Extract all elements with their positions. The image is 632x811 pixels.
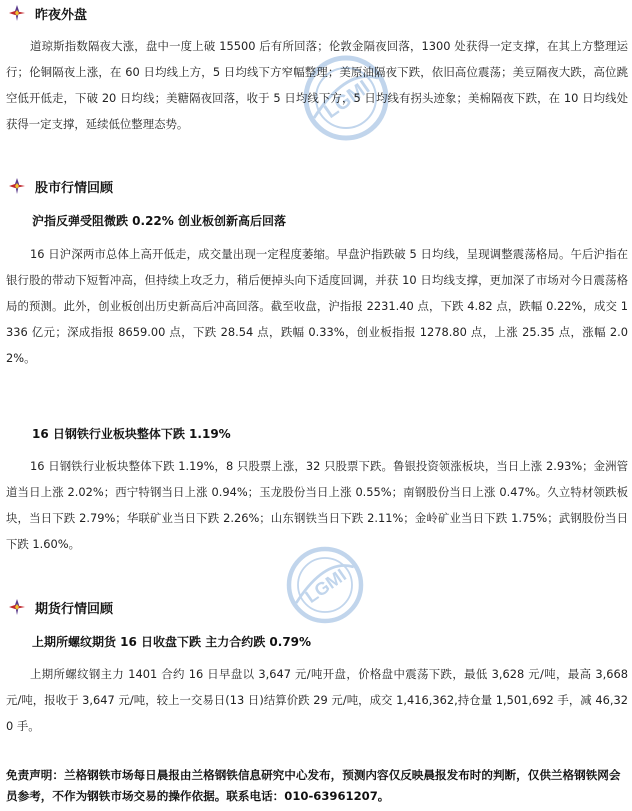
section-heading-stock: [8, 175, 113, 197]
overnight-body: 道琼斯指数隔夜大涨，盘中一度上破 15500 后有所回落；伦敦金隔夜回落，1300 处获得一定支撑，在其上方整理运行；伦铜隔夜上涨，在 60 日均线上方，5 日均线下方窄幅整理；美原油隔夜下跌，依旧高位震荡；美豆隔夜大跌，高位跳空低开低走，下破 20 日均线；美糖隔夜回落，收于 5 日均线下方，5 日均线有拐头迹象；美棉隔夜下跌，在 10 日均线处获得一定支撑，延续低位整理态势。: [6, 39, 628, 131]
svg-text:LGMI: LGMI: [301, 564, 350, 608]
disclaimer: 免责声明：兰格钢铁市场每日晨报由兰格钢铁信息研究中心发布，预测内容仅反映晨报发布时的判断，仅供兰格钢铁网会员参考，不作为钢铁市场交易的操作依据。联系电话：010-63961207。: [6, 768, 621, 803]
diamond-bullet-icon: [8, 598, 26, 616]
section-heading-futures: [8, 596, 113, 618]
stock-subtitle-index: 沪指反弹受阻微跌 0.22% 创业板创新高后回落: [32, 214, 286, 228]
section-heading-overnight: [8, 2, 87, 24]
svg-text:LGMI: LGMI: [320, 76, 374, 123]
section-heading-text: 股市行情回顾: [35, 180, 114, 196]
stock-body-steel: 16 日钢铁行业板块整体下跌 1.19%，8 只股票上涨，32 只股票下跌。鲁银投资领涨板块，当日上涨 2.93%；金洲管道当日上涨 2.02%；西宁特钢当日上涨 0.94%；玉龙股份当日上涨 0.55%；南钢股份当日上涨 0.47%。久立特材领跌板块，当日下跌 2.79%；华联矿业当日下跌 2.26%；山东钢铁当日下跌 2.11%；金岭矿业当日下跌 1.75%；武钢股份当日下跌 1.60%。: [6, 459, 628, 551]
diamond-bullet-icon: [8, 4, 26, 22]
diamond-bullet-icon: [8, 177, 26, 195]
futures-body-rebar: 上期所螺纹钢主力 1401 合约 16 日早盘以 3,647 元/吨开盘，价格盘中震荡下跌，最低 3,628 元/吨，最高 3,668 元/吨，报收于 3,647 元/吨，较上一交易日(13 日)结算价跌 29 元/吨，成交 1,416,362,持仓量 1,501,692 手，减 46,320 手。: [6, 667, 628, 733]
futures-subtitle-rebar: 上期所螺纹期货 16 日收盘下跌 主力合约跌 0.79%: [32, 635, 312, 649]
section-heading-text: 期货行情回顾: [35, 601, 114, 617]
section-heading-text: 昨夜外盘: [35, 7, 88, 23]
stock-subtitle-steel: 16 日钢铁行业板块整体下跌 1.19%: [32, 427, 231, 441]
stock-body-index: 16 日沪深两市总体上高开低走，成交量出现一定程度萎缩。早盘沪指跌破 5 日均线，呈现调整震荡格局。午后沪指在银行股的带动下短暂冲高，但持续上攻乏力，稍后便掉头向下适度回调，并获 10 日均线支撑，更加深了市场对今日震荡格局的预测。此外，创业板创出历史新高后冲高回落。截至收盘，沪指报 2231.40 点，下跌 4.82 点，跌幅 0.22%，成交 1336 亿元；深成指报 8659.00 点，下跌 28.54 点，跌幅 0.33%，创业板指报 1278.80 点，上涨 25.35 点，涨幅 2.02%。: [6, 247, 628, 365]
